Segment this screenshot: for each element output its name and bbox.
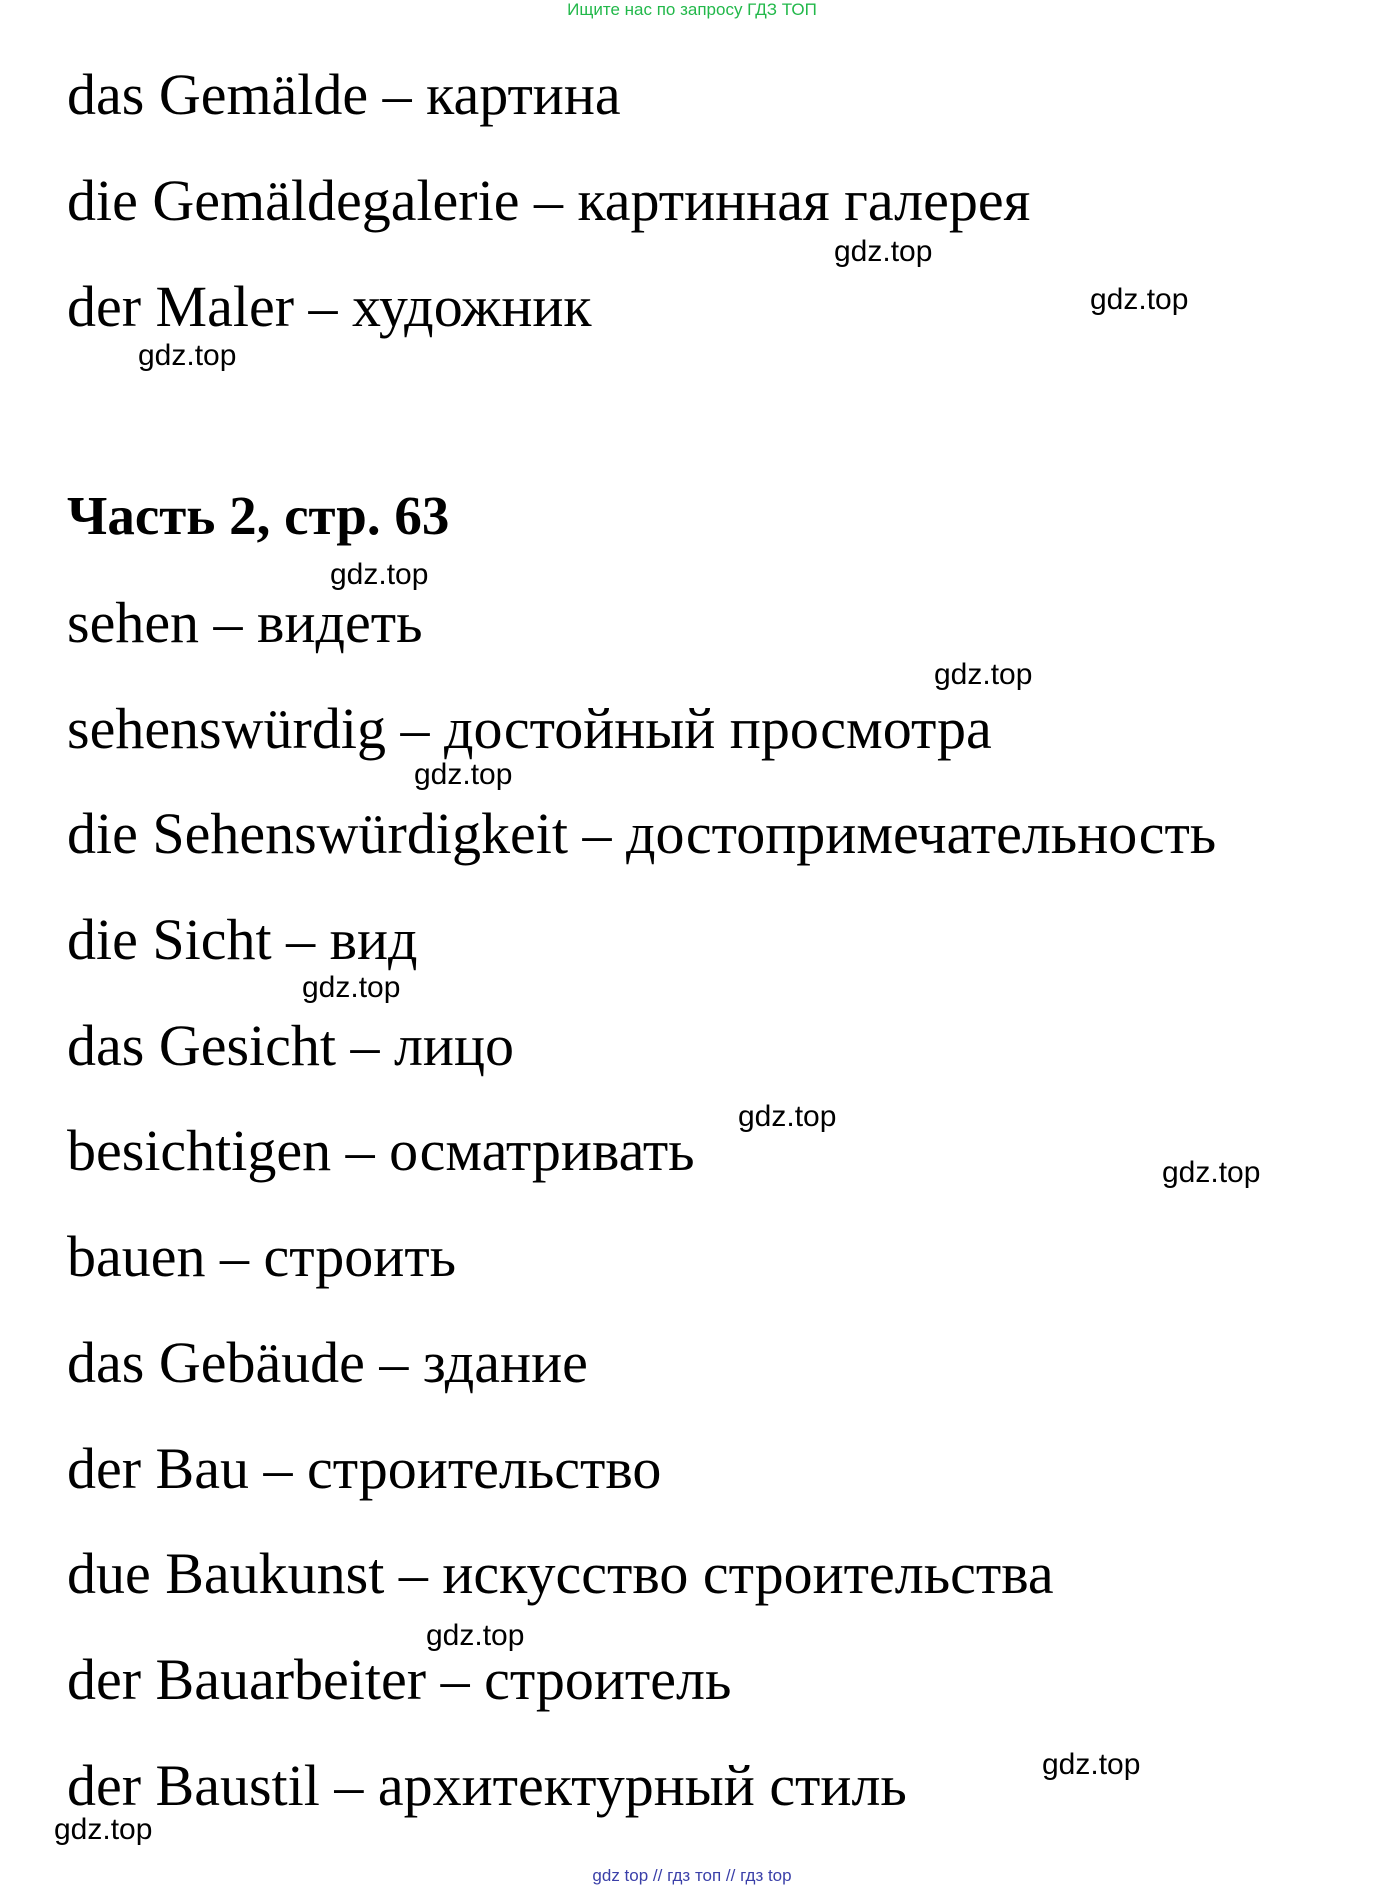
vocab-entry: der Bauarbeiter – строитель	[67, 1647, 732, 1712]
vocab-entry: sehenswürdig – достойный просмотра	[67, 696, 992, 761]
watermark: gdz.top	[1042, 1748, 1141, 1781]
section-heading: Часть 2, стр. 63	[67, 485, 450, 546]
vocab-entry: due Baukunst – искусство строительства	[67, 1541, 1054, 1606]
vocab-entry: die Gemäldegalerie – картинная галерея	[67, 168, 1031, 233]
vocab-entry: besichtigen – осматривать	[67, 1118, 695, 1183]
watermark: gdz.top	[414, 758, 513, 791]
watermark: gdz.top	[330, 558, 429, 591]
vocab-entry: die Sehenswürdigkeit – достопримечательность	[67, 801, 1217, 866]
watermark: gdz.top	[1162, 1156, 1261, 1189]
watermark: gdz.top	[426, 1619, 525, 1652]
footer-links[interactable]: gdz top // гдз топ // гдз top	[592, 1866, 792, 1885]
vocab-entry: das Gesicht – лицо	[67, 1013, 515, 1078]
vocab-entry: der Maler – художник	[67, 274, 592, 339]
vocab-entry: der Baustil – архитектурный стиль	[67, 1753, 907, 1818]
vocab-entry: der Bau – строительство	[67, 1436, 662, 1501]
watermark: gdz.top	[934, 658, 1033, 691]
watermark: gdz.top	[138, 339, 237, 372]
vocab-entry: das Gemälde – картина	[67, 62, 621, 127]
vocab-entry: sehen – видеть	[67, 590, 423, 655]
vocab-entry: das Gebäude – здание	[67, 1330, 588, 1395]
search-hint-link[interactable]: Ищите нас по запросу ГДЗ ТОП	[567, 0, 817, 19]
watermark: gdz.top	[738, 1100, 837, 1133]
watermark: gdz.top	[1090, 283, 1189, 316]
watermark: gdz.top	[834, 235, 933, 268]
watermark: gdz.top	[54, 1813, 153, 1846]
vocab-entry: bauen – строить	[67, 1224, 457, 1289]
vocab-entry: die Sicht – вид	[67, 907, 418, 972]
watermark: gdz.top	[302, 971, 401, 1004]
